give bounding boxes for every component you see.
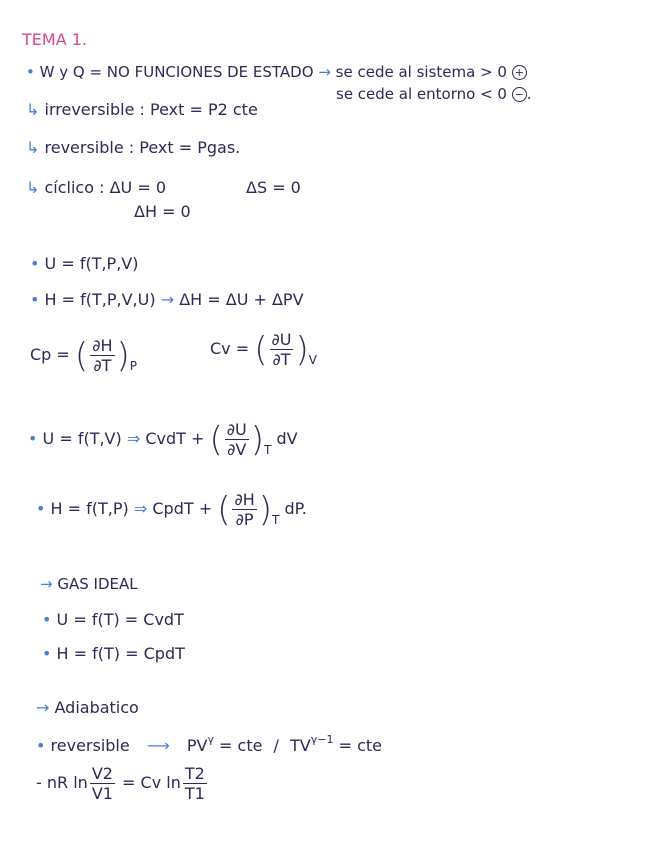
u-dif-lhs: U = f(T,V) [42, 429, 122, 448]
cv-label: Cv = [210, 339, 250, 358]
denominator: T1 [184, 784, 205, 803]
left-paren: ( [254, 329, 268, 370]
sign-entorno-text: se cede al entorno < 0 [336, 85, 507, 103]
fraction [183, 764, 207, 803]
denominator: ∂V [227, 440, 247, 459]
line-irreversible [26, 100, 258, 120]
u-function-text: U = f(T,P,V) [44, 254, 139, 273]
bullet: • [42, 610, 52, 629]
fraction [232, 490, 256, 529]
tv-text: TV [290, 736, 311, 755]
h-ideal-text: H = f(T) = CpdT [56, 644, 185, 663]
bullet: • [28, 429, 38, 448]
arrow-icon: → [40, 575, 53, 593]
line-reversible [26, 138, 240, 158]
irreversible-text: irreversible : Pext = P2 cte [44, 100, 258, 119]
subscript: T [272, 513, 280, 527]
work-heat-text: W y Q = NO FUNCIONES DE ESTADO [39, 63, 314, 81]
dash: - [36, 773, 42, 792]
denominator: ∂T [93, 356, 112, 375]
pv-text: PV [186, 736, 208, 755]
u-dif-mid: CvdT + [145, 429, 205, 448]
subscript: T [264, 443, 272, 457]
left-paren: ( [217, 489, 231, 530]
numerator: V2 [91, 764, 113, 783]
subscript: P [129, 359, 138, 373]
delta-s: ΔS = 0 [246, 178, 301, 197]
u-ideal-text: U = f(T) = CvdT [56, 610, 184, 629]
implies-icon: ⇒ [133, 499, 148, 518]
long-arrow-icon: ⟶ [146, 736, 170, 755]
sign-system-text: se cede al sistema > 0 [335, 63, 507, 81]
fraction [90, 764, 115, 803]
line-h-function [30, 290, 304, 310]
right-paren: ) [116, 335, 130, 376]
numerator: ∂H [92, 336, 113, 355]
h-dif-lhs: H = f(T,P) [50, 499, 129, 518]
denominator: ∂T [272, 350, 291, 369]
u-ideal [42, 610, 184, 630]
reversible-text: reversible [50, 736, 130, 755]
bullet: • [42, 644, 52, 663]
gamma-superscript: γ [207, 733, 214, 746]
fraction [270, 330, 294, 369]
period: . [526, 85, 532, 103]
plus-circle-icon: + [512, 65, 527, 80]
denominator: ∂P [235, 510, 254, 529]
return-arrow-icon: ↳ [26, 178, 40, 197]
page-title: TEMA 1. [22, 30, 87, 49]
cv-equation [210, 330, 317, 369]
eq-cte-1: = cte [219, 736, 263, 755]
separator: / [273, 736, 279, 755]
numerator: ∂U [271, 330, 292, 349]
adiabatico-heading [36, 698, 139, 718]
arrow-icon: → [160, 290, 175, 309]
adiabatic-reversible [36, 730, 382, 756]
line-u-function [30, 254, 138, 274]
cvln-text: = Cv ln [122, 773, 181, 792]
gas-ideal-heading [40, 574, 138, 594]
right-paren: ) [250, 419, 265, 460]
h-dif-end: dP. [284, 499, 307, 518]
right-paren: ) [258, 489, 273, 530]
eq-cte-2: = cte [338, 736, 382, 755]
numerator: ∂H [234, 490, 255, 509]
numerator: T2 [184, 764, 205, 783]
fraction [90, 336, 114, 375]
numerator: ∂U [226, 420, 247, 439]
subscript: V [308, 353, 317, 367]
fraction [225, 420, 249, 459]
adiabatico-text: Adiabatico [54, 698, 139, 717]
line-entorno [336, 84, 532, 104]
reversible-text: reversible : Pext = Pgas. [44, 138, 241, 157]
bullet: • [36, 736, 46, 755]
minus-circle-icon: − [512, 87, 527, 102]
return-arrow-icon: ↳ [26, 100, 40, 119]
h-function-text: H = f(T,P,V,U) [44, 290, 156, 309]
line-work-heat [26, 62, 527, 82]
enthalpy-relation: ΔH = ΔU + ΔPV [179, 290, 304, 309]
arrow-icon: → [36, 698, 50, 717]
u-dif-end: dV [276, 429, 298, 448]
entropy-relation [36, 764, 209, 803]
bullet: • [36, 499, 46, 518]
right-paren: ) [295, 329, 309, 370]
h-differential [36, 490, 307, 529]
bullet: • [30, 290, 40, 309]
u-differential [28, 420, 298, 459]
h-dif-mid: CpdT + [152, 499, 213, 518]
return-arrow-icon: ↳ [26, 138, 40, 157]
h-ideal [42, 644, 185, 664]
delta-h: ΔH = 0 [134, 202, 191, 221]
ciclico-text: cíclico : ΔU = 0 [44, 178, 166, 197]
gamma-minus-one-superscript: γ−1 [310, 733, 334, 746]
arrow-icon: → [318, 63, 331, 81]
left-paren: ( [209, 419, 223, 460]
cp-label: Cp = [30, 345, 70, 364]
denominator: V1 [91, 784, 113, 803]
bullet: • [30, 254, 40, 273]
gas-ideal-text: GAS IDEAL [57, 575, 138, 593]
implies-icon: ⇒ [126, 429, 141, 448]
bullet: • [26, 63, 35, 81]
nrln-text: nR ln [46, 773, 88, 792]
cp-equation [30, 336, 137, 375]
line-ciclico [26, 178, 166, 198]
left-paren: ( [74, 335, 89, 376]
